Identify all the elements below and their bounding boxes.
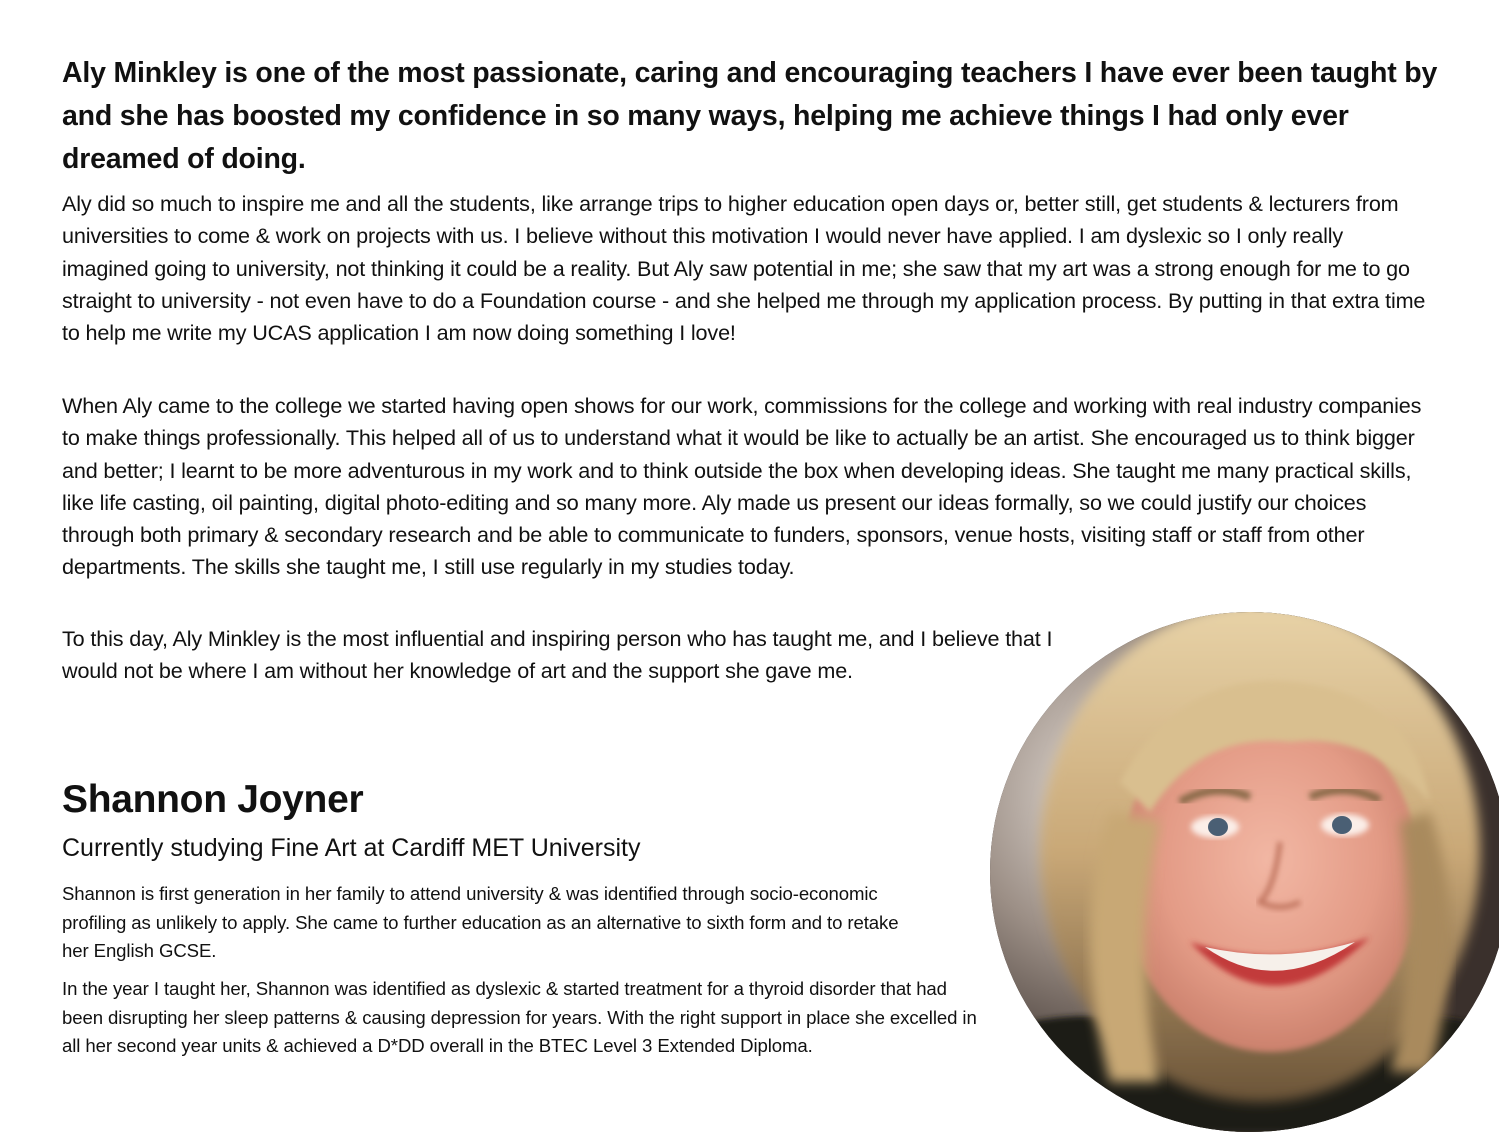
testimonial-paragraph-2: When Aly came to the college we started having open shows for our work, commissions for the college and working with real industry companies to make things professionally. This helped all of us to understand what it would be like to actually be an artist. She encouraged us to think bigger and better; I learnt to be more adventurous in my work and to think outside the box when developing ideas. She taught me many practical skills, like life casting, oil painting, digital photo-editing and so many more. Aly made us present our ideas formally, so we could justify our choices through both primary & secondary research and be able to communicate to funders, sponsors, venue hosts, visiting staff or staff from other departments. The skills she taught me, I still use regularly in my studies today. (62, 393, 1422, 580)
testimonial-paragraph-3: To this day, Aly Minkley is the most influential and inspiring person who has taught me, and I believe that I would not be where I am without her knowledge of art and the support she gave me. (62, 626, 1053, 684)
student-name: Shannon Joyner (62, 778, 364, 821)
testimonial-paragraph-1: Aly did so much to inspire me and all the students, like arrange trips to higher education open days or, better still, get students & lecturers from universities to come & work on projects with us. I believe without this motivation I would never have applied. I am dyslexic so I only really imagined going to university, not thinking it could be a reality. But Aly saw potential in me; she saw that my art was a strong enough for me to go straight to university - not even have to do a Foundation course - and she helped me through my application process. By putting in that extra time to help me write my UCAS application I am now doing something I love! (62, 191, 1426, 346)
lead-quote: Aly Minkley is one of the most passionate, caring and encouraging teachers I have ever been taught by and she has boosted my confidence in so many ways, helping me achieve things I had only ever dreamed of doing. (62, 57, 1438, 175)
teacher-note-1: Shannon is first generation in her family to attend university & was identified through socio-economic profiling as unlikely to apply. She came to further education as an alternative to sixth form and to retake her English GCSE. (62, 883, 899, 961)
student-portrait-photo (990, 612, 1499, 1132)
portrait-illustration (990, 612, 1499, 1132)
teacher-note-2: In the year I taught her, Shannon was identified as dyslexic & started treatment for a thyroid disorder that had been disrupting her sleep patterns & causing depression for years. With the right support in place she excelled in all her second year units & achieved a D*DD overall in the BTEC Level 3 Extended Diploma. (62, 978, 977, 1056)
student-subtitle: Currently studying Fine Art at Cardiff MET University (62, 834, 641, 862)
